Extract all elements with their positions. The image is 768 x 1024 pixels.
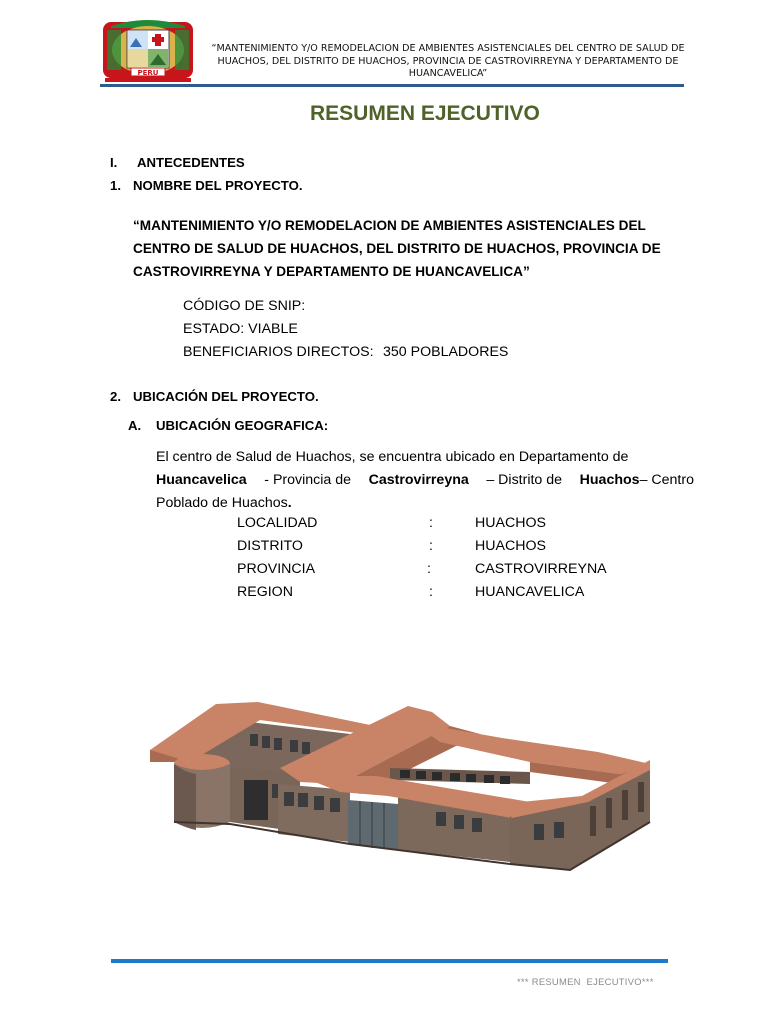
row-label: DISTRITO [237,538,303,554]
paragraph-line [156,469,694,492]
row-label: LOCALIDAD [237,515,318,531]
project-name [133,214,694,283]
row-separator: : [429,515,433,531]
beneficiaries-label: BENEFICIARIOS DIRECTOS: [183,344,374,360]
province-name: Castrovirreyna [368,472,469,488]
header-project-title: “MANTENIMIENTO Y/O REMODELACION DE AMBIENTES ASISTENCIALES DEL CENTRO DE SALUD DE HUACHOS, DEL DISTRITO DE HUACHOS, PROVINCIA DE CASTROVIRREYNA Y DEPARTAMENTO DE HUANCAVELICA” [211,43,685,79]
project-name-line: CASTROVIRREYNA Y DEPARTAMENTO DE HUANCAVELICA” [133,264,530,279]
section-heading: ANTECEDENTES [137,155,245,170]
beneficiaries-value: 350 POBLADORES [383,344,509,360]
snip-code: CÓDIGO DE SNIP: [183,298,306,314]
paragraph-text: – Distrito de [482,472,566,488]
row-label: REGION [237,584,293,600]
subsection-letter: A. [128,418,142,433]
row-value: HUACHOS [475,538,546,554]
item-number: 2. [110,389,121,404]
department-name: Huancavelica [156,472,247,488]
health-center-3d-render [150,672,652,888]
section-number: I. [110,155,118,170]
row-label: PROVINCIA [237,561,316,577]
row-value: HUANCAVELICA [475,584,585,600]
item-heading: NOMBRE DEL PROYECTO. [133,178,303,193]
row-separator: : [427,561,431,577]
page-title: RESUMEN EJECUTIVO [310,102,540,125]
paragraph-text: Poblado de Huachos [156,495,288,511]
paragraph-text: – Centro [639,472,694,488]
paragraph-line [156,492,694,515]
header-rule [100,84,684,87]
district-name: Huachos [579,472,640,488]
logo-text: PERU [137,69,159,77]
footer-rule [111,959,668,963]
row-value: HUACHOS [475,515,546,531]
row-value: CASTROVIRREYNA [475,561,607,577]
item-heading: UBICACIÓN DEL PROYECTO. [133,389,319,404]
item-number: 1. [110,178,121,193]
paragraph-text: . [287,495,292,511]
paragraph-line: El centro de Salud de Huachos, se encuentra ubicado en Departamento de [156,449,629,465]
status: ESTADO: VIABLE [183,321,298,337]
project-name-line: “MANTENIMIENTO Y/O REMODELACION DE AMBIENTES ASISTENCIALES DEL [133,218,646,233]
paragraph-text: - Provincia de [260,472,355,488]
project-name-line: CENTRO DE SALUD DE HUACHOS, DEL DISTRITO DE HUACHOS, PROVINCIA DE [133,241,661,256]
row-separator: : [429,584,433,600]
row-separator: : [429,538,433,554]
footer-text: *** RESUMEN EJECUTIVO*** [517,976,654,987]
subsection-heading: UBICACIÓN GEOGRAFICA: [156,418,329,433]
location-paragraph [156,446,694,515]
coat-of-arms-logo [101,16,195,84]
